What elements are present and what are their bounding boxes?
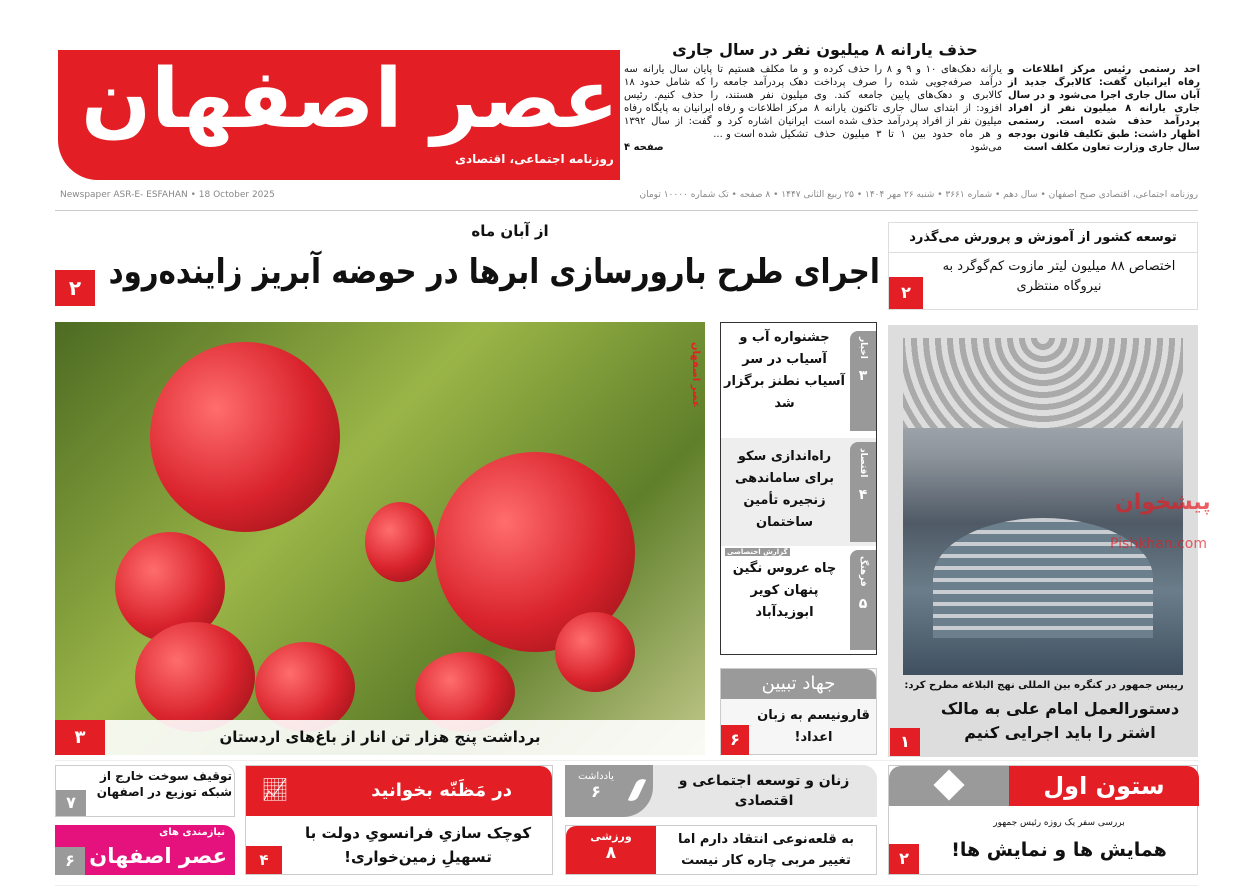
issue-info: روزنامه اجتماعی، اقتصادی صبح اصفهان • سال دهم • شماره ۳۶۶۱ • شنبه ۲۶ مهر ۱۴۰۴ • ۲۵ ربیع الثانی ۱۴۴۷ • ۸ صفحه • تک شماره ۱۰۰۰۰ تومان	[639, 190, 1198, 200]
tab-label: اقتصاد	[858, 448, 868, 478]
side-item[interactable]	[721, 323, 876, 438]
page-number: ۴	[246, 846, 282, 874]
page-number: ۶	[591, 782, 601, 801]
issue-info-english: Newspaper ASR-E- ESFAHAN • 18 October 2025	[60, 190, 275, 200]
sport-box[interactable]	[565, 825, 877, 875]
page-number: ۲	[889, 844, 919, 874]
top-story-title[interactable]: حذف یارانه ۸ میلیون نفر در سال جاری	[672, 40, 978, 59]
box-title: توسعه کشور از آموزش و پرورش می‌گذرد	[889, 223, 1197, 253]
divider	[55, 885, 1198, 886]
page-number: ۳	[858, 367, 868, 384]
newspaper-logo: عصر اصفهان	[81, 52, 619, 147]
top-story-page-ref[interactable]: صفحه ۴	[624, 142, 664, 153]
photo-credit: عصر اصفهان	[690, 342, 701, 408]
note-tab	[565, 765, 653, 817]
side-item-text: چاه عروس نگین پنهان کویر ابوزیدآباد	[732, 561, 837, 620]
lead-headline[interactable]: اجرای طرح بارورسازی ابرها در حوضه آبریز زاینده‌رود	[108, 252, 880, 292]
page-number: ۶	[55, 847, 85, 875]
read-text: کوچک سازیِ فرانسویِ دولت با تسهیلِ زمین‌خواری!	[304, 824, 532, 866]
divider	[55, 760, 1198, 761]
right-photo-kicker: رییس جمهور در کنگره بین المللی نهج البلاغه مطرح کرد:	[904, 680, 1184, 691]
page-number: ۱	[890, 728, 920, 756]
top-story-col-2: یارانه دهک‌های ۱۰ و ۹ و ۸ را حذف کرده و درآمد صرفه‌جویی شده را صرف پرداخت کالابری و دهک‌های پایین جامعه کند. وی افزود: از ابتدای سال جاری تاکنون یارانه ۸ میلیون نفر از افراد پردرآمد حذف شده است و هر ماه حدود بین ۱ تا ۳ میلیون حذف می‌شود	[814, 64, 1003, 153]
side-item[interactable]	[721, 438, 876, 546]
exclusive-label: گزارش اختصاصی	[727, 548, 788, 556]
page-number: ۲	[889, 277, 923, 309]
box-right-top[interactable]	[888, 222, 1198, 310]
classifieds-title: عصر اصفهان	[89, 844, 227, 868]
feather-icon	[628, 777, 646, 804]
top-story-col-3-container	[624, 63, 808, 154]
page-number: ۶	[721, 725, 749, 755]
note-text: زنان و توسعه اجتماعی و اقتصادی	[678, 773, 850, 809]
fuel-text: توقیف سوخت خارج از شبکه توزیع در اصفهان	[96, 769, 232, 799]
side-item-text: جشنواره آب و آسیاب در سر آسیاب نطنز برگزار شد	[723, 330, 846, 411]
pen-nib-icon	[889, 766, 1009, 806]
jihad-title: جهاد تبیین	[721, 669, 876, 699]
jihad-text: قارونیسم به زبان اعداد!	[757, 708, 870, 745]
page-number: ۵	[858, 595, 868, 612]
photo-caption[interactable]: برداشت پنج هزار تن انار از باغ‌های اردستان	[55, 720, 705, 755]
editorial-title: ستون اول	[1009, 766, 1199, 806]
sport-text: به قلعه‌نوعی انتقاد دارم اما تغییر مربی چاره کار نیست	[677, 832, 855, 868]
trend-chart-icon: 📈︎	[261, 778, 289, 803]
right-photo-headline[interactable]: دستورالعمل امام علی به مالک اشتر را باید اجرایی کنیم	[940, 699, 1180, 742]
watermark-en: Pishkhan.com	[1110, 536, 1207, 552]
top-story-col-1: احد رستمی رئیس مرکز اطلاعات و رفاه ایرانیان گفت: کالابرگ جدید از آبان سال جاری اجرا می‌شود و در سال جاری یارانه ۸ میلیون نفر از افراد پردرآمد حذف شده است. رستمی اظهار داشت: طبق تکلیف قانون بودجه سال جاری وزارت تعاون مکلف است	[1008, 64, 1200, 153]
sport-tab	[566, 826, 656, 874]
box-text: اختصاص ۸۸ میلیون لیتر مازوت کم‌گوگرد به نیروگاه منتظری	[942, 259, 1176, 294]
watermark-fa: پیشخوان	[1115, 490, 1211, 515]
photo-page-number: ۳	[55, 720, 105, 755]
editorial-kicker: بررسی سفر یک روزه رئیس جمهور	[993, 818, 1125, 828]
editorial-headline: همایش ها و نمایش ها!	[951, 839, 1167, 861]
tab-label: فرهنگ	[858, 556, 868, 587]
jihad-box[interactable]	[720, 668, 877, 755]
read-title: در مَظَنّه بخوانید	[246, 766, 552, 816]
side-item[interactable]	[721, 546, 876, 654]
classifieds-box[interactable]	[55, 825, 235, 875]
note-box[interactable]	[565, 765, 877, 817]
lead-kicker: از آبان ماه	[471, 222, 549, 240]
page-number: ۴	[858, 486, 868, 503]
page-number: ۷	[56, 790, 86, 816]
classifieds-kicker: نیازمندی های	[159, 827, 225, 838]
top-story-col-3: و ما مکلف هستیم تا پایان سال یارانه سه دهک پردرآمد جامعه را که شامل حدود ۱۸ میلیون نفر هستند، را حذف کنیم. رئیس مرکز اطلاعات و رفاه ایرانیان به پایگاه رفاه ایرانیان اشاره کرد و گفت: از سال ۱۳۹۲ تشکیل شده است و ...	[624, 64, 808, 140]
masthead-subtitle: روزنامه اجتماعی، اقتصادی	[455, 152, 614, 166]
fuel-box[interactable]	[55, 765, 235, 817]
lead-page-number: ۲	[55, 270, 95, 306]
tab-label: اخبار	[858, 337, 868, 359]
pomegranate-photo	[55, 322, 705, 755]
sport-label: ورزشی	[590, 830, 632, 843]
read-box[interactable]	[245, 765, 553, 875]
divider	[55, 210, 1198, 211]
page-number: ۸	[605, 843, 617, 863]
editorial-box[interactable]	[888, 765, 1198, 875]
note-label: یادداشت	[578, 771, 614, 782]
side-news-box	[720, 322, 877, 655]
side-item-text: راه‌اندازی سکو برای ساماندهی زنجیره تأمین ساختمان	[734, 449, 835, 530]
